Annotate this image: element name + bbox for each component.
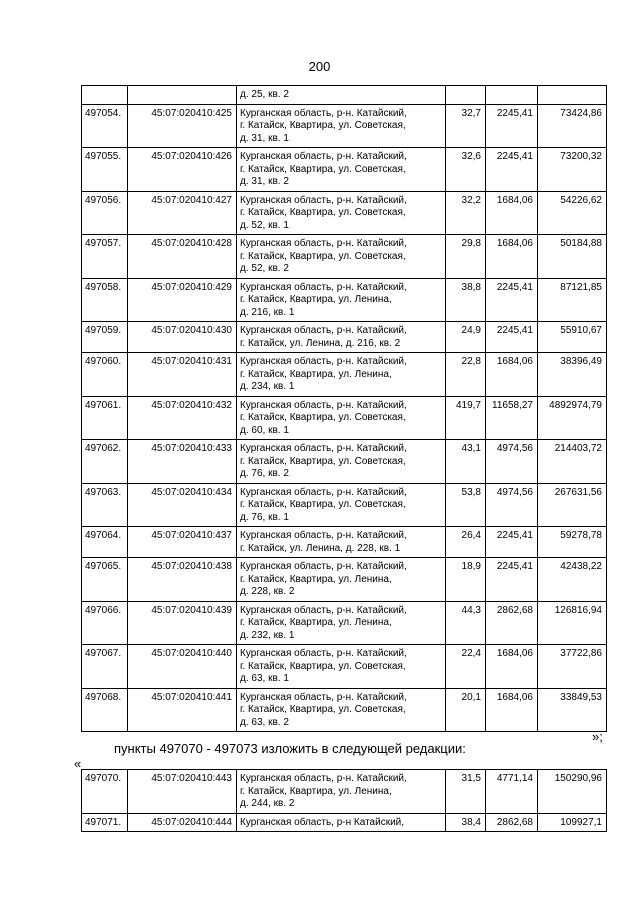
cadastral-number: 45:07:020410:440 — [128, 645, 237, 689]
area-value — [446, 86, 486, 105]
price-value: 1684,06 — [486, 191, 538, 235]
address-line: Курганская область, р-н. Катайский, — [240, 107, 407, 119]
address-line: г. Катайск, Квартира, ул. Советская, — [240, 412, 406, 423]
address-line: Курганская область, р-н. Катайский, — [240, 604, 407, 616]
total-value: 87121,85 — [538, 278, 607, 322]
address-line: д. 228, кв. 2 — [240, 586, 295, 597]
cadastral-number: 45:07:020410:431 — [128, 353, 237, 397]
address-line: г. Катайск, ул. Ленина, д. 216, кв. 2 — [240, 337, 401, 349]
table-row — [82, 770, 607, 814]
area-value: 24,9 — [446, 322, 486, 353]
total-value: 59278,78 — [538, 527, 607, 558]
area-value: 31,5 — [446, 770, 486, 814]
address-line: Курганская область, р-н. Катайский, — [240, 486, 407, 498]
row-number: 497059. — [82, 322, 128, 353]
address — [237, 353, 446, 397]
address-line: Курганская область, р-н. Катайский, — [240, 530, 407, 541]
total-value: 73200,32 — [538, 148, 607, 192]
address-line: д. 25, кв. 2 — [240, 89, 289, 100]
registry-table-revised — [81, 769, 607, 832]
table-row — [82, 558, 607, 602]
row-number: 497063. — [82, 483, 128, 527]
address — [237, 770, 446, 814]
price-value: 2245,41 — [486, 148, 538, 192]
price-value: 2245,41 — [486, 104, 538, 148]
total-value — [538, 86, 607, 105]
address-line: д. 232, кв. 1 — [240, 629, 295, 641]
price-value: 2245,41 — [486, 527, 538, 558]
address — [237, 558, 446, 602]
address-line: д. 52, кв. 1 — [240, 219, 289, 231]
area-value: 18,9 — [446, 558, 486, 602]
row-number: 497057. — [82, 235, 128, 279]
registry-table — [81, 85, 607, 732]
total-value: 42438,22 — [538, 558, 607, 602]
cadastral-number: 45:07:020410:438 — [128, 558, 237, 602]
address — [237, 322, 446, 353]
cadastral-number: 45:07:020410:443 — [128, 770, 237, 814]
total-value: 267631,56 — [538, 483, 607, 527]
cadastral-number: 45:07:020410:434 — [128, 483, 237, 527]
address-line: д. 63, кв. 1 — [240, 673, 289, 684]
page-number: 200 — [308, 59, 331, 74]
cadastral-number: 45:07:020410:444 — [128, 813, 237, 832]
area-value: 419,7 — [446, 396, 486, 440]
price-value — [486, 86, 538, 105]
area-value: 38,8 — [446, 278, 486, 322]
row-number: 497060. — [82, 353, 128, 397]
area-value: 32,7 — [446, 104, 486, 148]
address-line: Курганская область, р-н. Катайский, — [240, 238, 407, 249]
table-row — [82, 104, 607, 148]
table-row — [82, 148, 607, 192]
address-line: г. Катайск, Квартира, ул. Советская, — [240, 163, 406, 175]
price-value: 4771,14 — [486, 770, 538, 814]
total-value: 50184,88 — [538, 235, 607, 279]
total-value: 54226,62 — [538, 191, 607, 235]
area-value: 32,6 — [446, 148, 486, 192]
price-value: 2862,68 — [486, 601, 538, 645]
cadastral-number — [128, 86, 237, 105]
address — [237, 813, 446, 832]
address-line: д. 63, кв. 2 — [240, 716, 289, 728]
address-line: г. Катайск, Квартира, ул. Ленина, — [240, 617, 392, 628]
address-line: Курганская область, р-н. Катайский, — [240, 561, 407, 572]
address-line: Курганская область, р-н. Катайский, — [240, 356, 407, 367]
row-number: 497054. — [82, 104, 128, 148]
address-line: Курганская область, р-н. Катайский, — [240, 443, 407, 454]
row-number: 497056. — [82, 191, 128, 235]
area-value: 32,2 — [446, 191, 486, 235]
address-line: д. 31, кв. 2 — [240, 176, 289, 187]
address — [237, 104, 446, 148]
area-value: 38,4 — [446, 813, 486, 832]
table-row — [82, 191, 607, 235]
row-number: 497067. — [82, 645, 128, 689]
address-line: г. Катайск, Квартира, ул. Ленина, — [240, 573, 392, 585]
total-value: 109927,1 — [538, 813, 607, 832]
table-row — [82, 601, 607, 645]
row-number: 497065. — [82, 558, 128, 602]
table-row — [82, 483, 607, 527]
row-number: 497062. — [82, 440, 128, 484]
row-number: 497055. — [82, 148, 128, 192]
table-row — [82, 396, 607, 440]
address-line: д. 244, кв. 2 — [240, 798, 295, 809]
area-value: 20,1 — [446, 688, 486, 732]
address-line: г. Катайск, Квартира, ул. Ленина, — [240, 368, 392, 380]
total-value: 38396,49 — [538, 353, 607, 397]
cadastral-number: 45:07:020410:428 — [128, 235, 237, 279]
address-line: Курганская область, р-н. Катайский, — [240, 399, 407, 411]
total-value: 37722,86 — [538, 645, 607, 689]
address-line: Курганская область, р-н. Катайский, — [240, 325, 407, 336]
address — [237, 645, 446, 689]
cadastral-number: 45:07:020410:439 — [128, 601, 237, 645]
total-value: 33849,53 — [538, 688, 607, 732]
cadastral-number: 45:07:020410:425 — [128, 104, 237, 148]
address-line: г. Катайск, Квартира, ул. Ленина, — [240, 785, 392, 797]
address — [237, 235, 446, 279]
table-row — [82, 322, 607, 353]
address — [237, 601, 446, 645]
address-line: г. Катайск, Квартира, ул. Советская, — [240, 660, 406, 672]
total-value: 150290,96 — [538, 770, 607, 814]
table-row — [82, 353, 607, 397]
address — [237, 86, 446, 105]
instruction-text: пункты 497070 - 497073 изложить в следующей редакции: — [114, 741, 466, 756]
address-line: Курганская область, р-н Катайский, — [240, 816, 405, 828]
price-value: 2862,68 — [486, 813, 538, 832]
area-value: 22,8 — [446, 353, 486, 397]
address-line: д. 216, кв. 1 — [240, 306, 295, 318]
address-line: г. Катайск, Квартира, ул. Советская, — [240, 455, 406, 467]
address-line: д. 76, кв. 1 — [240, 511, 289, 523]
address-line: д. 60, кв. 1 — [240, 424, 289, 436]
cadastral-number: 45:07:020410:432 — [128, 396, 237, 440]
row-number: 497066. — [82, 601, 128, 645]
total-value: 214403,72 — [538, 440, 607, 484]
address-line: Курганская область, р-н. Катайский, — [240, 151, 407, 162]
address-line: г. Катайск, ул. Ленина, д. 228, кв. 1 — [240, 542, 401, 554]
price-value: 1684,06 — [486, 235, 538, 279]
cadastral-number: 45:07:020410:427 — [128, 191, 237, 235]
price-value: 4974,56 — [486, 440, 538, 484]
closing-quote: »; — [592, 729, 603, 744]
address-line: г. Катайск, Квартира, ул. Советская, — [240, 250, 406, 262]
total-value: 55910,67 — [538, 322, 607, 353]
address-line: г. Катайск, Квартира, ул. Советская, — [240, 120, 406, 131]
price-value: 2245,41 — [486, 322, 538, 353]
address-line: Курганская область, р-н. Катайский, — [240, 773, 407, 784]
area-value: 53,8 — [446, 483, 486, 527]
address-line: г. Катайск, Квартира, ул. Ленина, — [240, 294, 392, 305]
price-value: 2245,41 — [486, 278, 538, 322]
total-value: 4892974,79 — [538, 396, 607, 440]
table-row — [82, 688, 607, 732]
row-number: 497071. — [82, 813, 128, 832]
price-value: 1684,06 — [486, 688, 538, 732]
row-number: 497064. — [82, 527, 128, 558]
address — [237, 191, 446, 235]
area-value: 29,8 — [446, 235, 486, 279]
price-value: 2245,41 — [486, 558, 538, 602]
cadastral-number: 45:07:020410:426 — [128, 148, 237, 192]
cadastral-number: 45:07:020410:441 — [128, 688, 237, 732]
table-row — [82, 813, 607, 832]
price-value: 11658,27 — [486, 396, 538, 440]
address — [237, 688, 446, 732]
table-row — [82, 440, 607, 484]
address-line: Курганская область, р-н. Катайский, — [240, 281, 407, 293]
cadastral-number: 45:07:020410:429 — [128, 278, 237, 322]
table-row — [82, 527, 607, 558]
row-number: 497070. — [82, 770, 128, 814]
cadastral-number: 45:07:020410:437 — [128, 527, 237, 558]
address-line: д. 52, кв. 2 — [240, 263, 289, 274]
row-number — [82, 86, 128, 105]
price-value: 1684,06 — [486, 645, 538, 689]
area-value: 26,4 — [446, 527, 486, 558]
address — [237, 527, 446, 558]
row-number: 497058. — [82, 278, 128, 322]
row-number: 497061. — [82, 396, 128, 440]
cadastral-number: 45:07:020410:430 — [128, 322, 237, 353]
total-value: 126816,94 — [538, 601, 607, 645]
table-row — [82, 235, 607, 279]
address-line: д. 31, кв. 1 — [240, 132, 289, 144]
area-value: 43,1 — [446, 440, 486, 484]
opening-quote: « — [74, 756, 82, 771]
area-value: 44,3 — [446, 601, 486, 645]
table-row — [82, 278, 607, 322]
area-value: 22,4 — [446, 645, 486, 689]
address — [237, 440, 446, 484]
price-value: 1684,06 — [486, 353, 538, 397]
address-line: Курганская область, р-н. Катайский, — [240, 691, 407, 703]
table-row — [82, 86, 607, 105]
price-value: 4974,56 — [486, 483, 538, 527]
total-value: 73424,86 — [538, 104, 607, 148]
address — [237, 483, 446, 527]
address-line: г. Катайск, Квартира, ул. Советская, — [240, 704, 406, 715]
address-line: г. Катайск, Квартира, ул. Советская, — [240, 499, 406, 510]
row-number: 497068. — [82, 688, 128, 732]
address-line: д. 76, кв. 2 — [240, 468, 289, 479]
table-row — [82, 645, 607, 689]
cadastral-number: 45:07:020410:433 — [128, 440, 237, 484]
address — [237, 278, 446, 322]
address — [237, 396, 446, 440]
address-line: Курганская область, р-н. Катайский, — [240, 648, 407, 659]
address-line: г. Катайск, Квартира, ул. Советская, — [240, 207, 406, 218]
address-line: Курганская область, р-н. Катайский, — [240, 194, 407, 206]
address-line: д. 234, кв. 1 — [240, 381, 295, 392]
address — [237, 148, 446, 192]
